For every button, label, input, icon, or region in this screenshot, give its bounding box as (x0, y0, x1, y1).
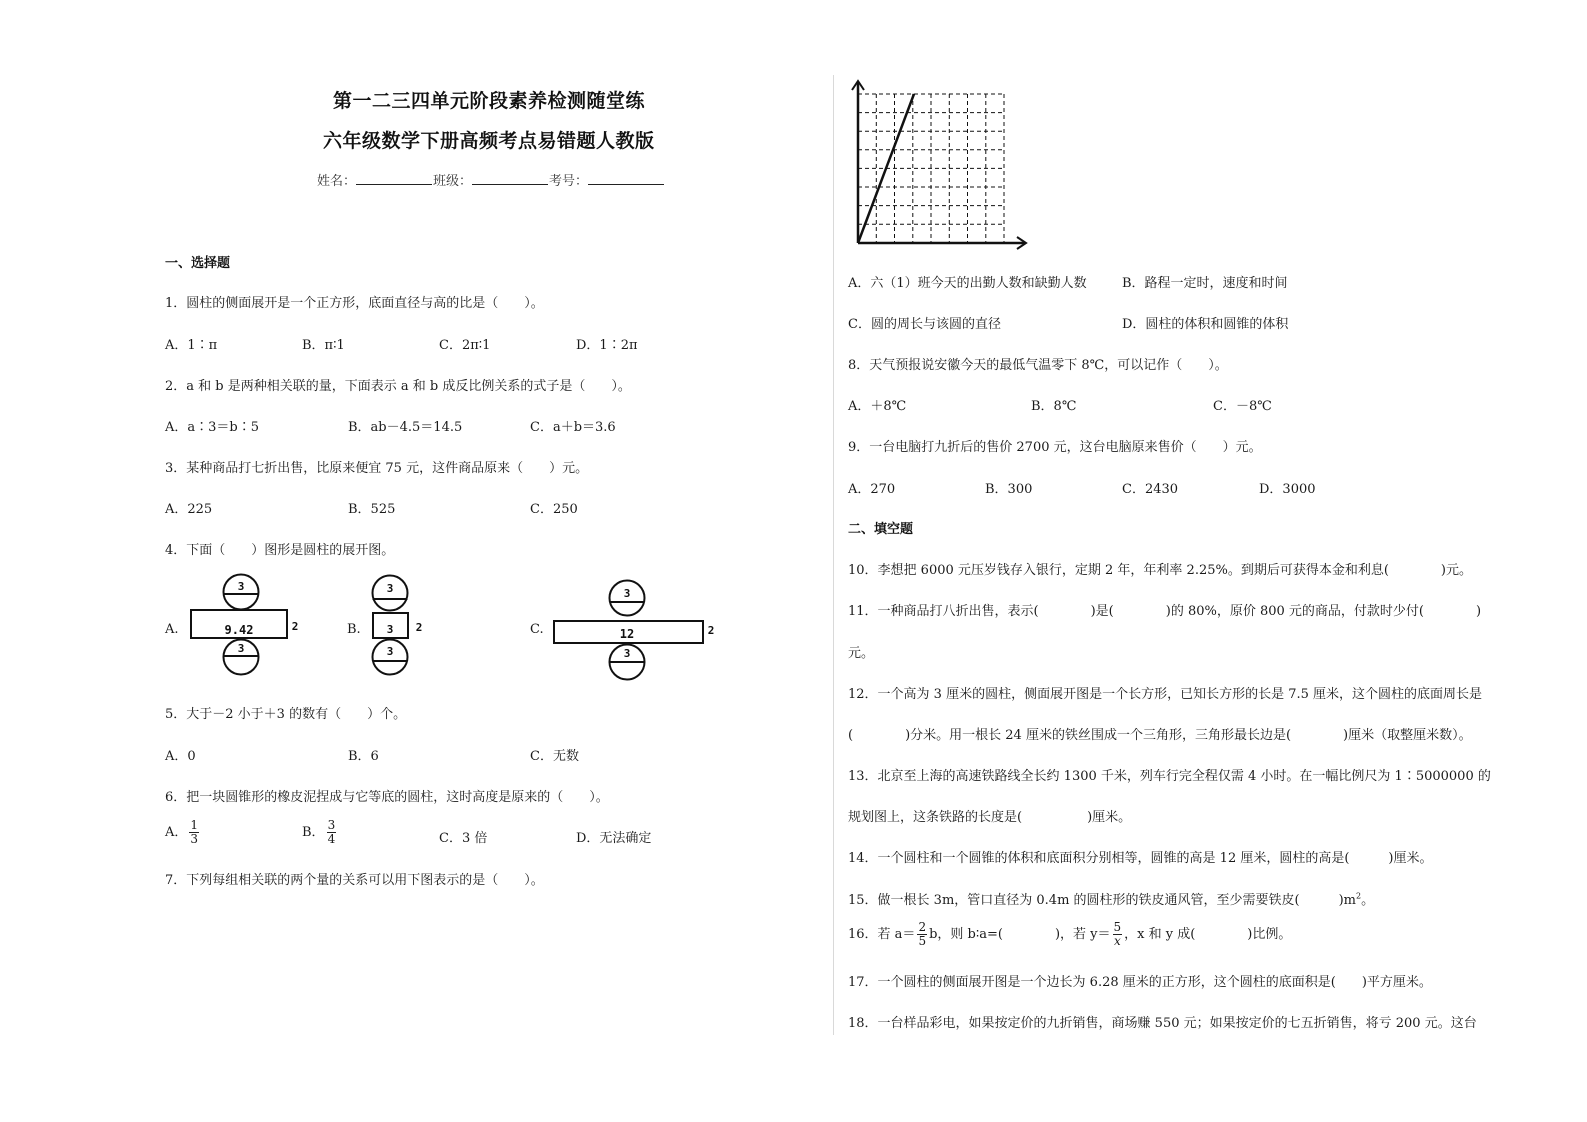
svg-text:3: 3 (386, 623, 394, 636)
q8-option-a[interactable]: A．＋8℃ (848, 399, 907, 414)
q7-option-d[interactable]: D．圆柱的体积和圆锥的体积 (1122, 317, 1289, 332)
id-label: 考号： (549, 174, 589, 189)
svg-text:3: 3 (623, 587, 631, 600)
name-label: 姓名： (317, 174, 357, 189)
svg-text:12: 12 (619, 627, 635, 641)
question-5: 5．大于－2 小于＋3 的数有（ ）个。 (165, 707, 407, 722)
question-6: 6．把一块圆锥形的橡皮泥捏成与它等底的圆柱，这时高度是原来的（ ）。 (165, 790, 609, 805)
column-divider (833, 75, 834, 1035)
q3-option-b[interactable]: B．525 (348, 502, 396, 517)
q15-end: 。 (1361, 893, 1375, 908)
q2-option-c[interactable]: C．a＋b＝3.6 (530, 420, 616, 435)
fraction-numerator: 3 (327, 818, 336, 832)
q2-option-a[interactable]: A．a∶3＝b∶5 (165, 420, 260, 435)
page-title: 第一二三四单元阶段素养检测随堂练 (333, 90, 646, 112)
svg-text:3: 3 (237, 580, 245, 593)
q5-option-b[interactable]: B．6 (348, 749, 379, 764)
q8-option-b[interactable]: B．8℃ (1031, 399, 1077, 414)
question-17: 17．一个圆柱的侧面展开图是一个边长为 6.28 厘米的正方形，这个圆柱的底面积是( )平方厘米。 (848, 975, 1432, 990)
question-2: 2．a 和 b 是两种相关联的量，下面表示 a 和 b 成反比例关系的式子是（ ）。 (165, 379, 631, 394)
page-subtitle: 六年级数学下册高频考点易错题人教版 (323, 130, 655, 152)
q9-option-a[interactable]: A．270 (848, 482, 896, 497)
q3-option-c[interactable]: C．250 (530, 502, 578, 517)
fraction-numerator: 5 (1113, 920, 1122, 934)
fraction-three-quarters (327, 819, 337, 846)
student-info-row (317, 170, 665, 189)
fraction-two-fifths (917, 921, 927, 948)
q16-part3: ，x 和 y 成( )比例。 (1124, 927, 1292, 942)
q7-proportion-graph (848, 76, 1033, 255)
q1-option-b[interactable]: B．π∶1 (302, 338, 345, 353)
question-12: 12．一个高为 3 厘米的圆柱，侧面展开图是一个长方形，已知长方形的长是 7.5 厘米，这个圆柱的底面周长是 (848, 687, 1483, 702)
q15-superscript: 2 (1356, 891, 1362, 901)
q1-option-d[interactable]: D．1∶2π (576, 338, 638, 353)
q6-option-c[interactable]: C．3 倍 (439, 831, 488, 846)
q8-option-c[interactable]: C．－8℃ (1213, 399, 1272, 414)
question-16 (848, 921, 1291, 948)
svg-text:2: 2 (415, 621, 423, 634)
question-10: 10．李想把 6000 元压岁钱存入银行，定期 2 年，年利率 2.25%。到期后可获得本金和利息( )元。 (848, 563, 1473, 578)
svg-text:3: 3 (386, 582, 394, 595)
q7-option-a[interactable]: A．六（1）班今天的出勤人数和缺勤人数 (848, 276, 1087, 291)
q4-option-c[interactable]: C. (530, 622, 544, 637)
q5-option-a[interactable]: A．0 (165, 749, 196, 764)
q16-part2: b，则 b∶a=( )，若 y＝ (929, 927, 1111, 942)
q2-option-b[interactable]: B．ab－4.5＝14.5 (348, 420, 463, 435)
question-9: 9．一台电脑打九折后的售价 2700 元，这台电脑原来售价（ ）元。 (848, 440, 1262, 455)
question-12-cont: ( )分米。用一根长 24 厘米的铁丝围成一个三角形，三角形最长边是( )厘米（取整厘米数）。 (848, 728, 1472, 743)
svg-text:9.42: 9.42 (224, 623, 254, 637)
q6-option-a[interactable] (165, 819, 201, 846)
q3-option-a[interactable]: A．225 (165, 502, 213, 517)
q6-option-b[interactable] (302, 819, 338, 846)
q1-option-a[interactable]: A．1∶π (165, 338, 218, 353)
q4-option-a[interactable]: A. (165, 622, 179, 637)
q16-part1: 16．若 a＝ (848, 927, 916, 942)
name-field[interactable] (356, 173, 432, 185)
svg-text:3: 3 (237, 642, 245, 655)
id-field[interactable] (588, 173, 664, 185)
question-7: 7．下列每组相关联的两个量的关系可以用下图表示的是（ ）。 (165, 873, 544, 888)
section-heading-fill-blank: 二、填空题 (848, 522, 914, 537)
cylinder-net-c (550, 576, 725, 692)
q7-option-c[interactable]: C．圆的周长与该圆的直径 (848, 317, 1001, 332)
cylinder-net-a (188, 572, 303, 688)
fraction-denominator: 3 (190, 832, 199, 846)
class-label: 班级： (433, 174, 473, 189)
q5-option-c[interactable]: C．无数 (530, 749, 579, 764)
cylinder-net-b (368, 573, 438, 689)
question-3: 3．某种商品打七折出售，比原来便宜 75 元，这件商品原来（ ）元。 (165, 461, 589, 476)
fraction-five-over-x (1113, 921, 1123, 948)
class-field[interactable] (472, 173, 548, 185)
question-11-cont: 元。 (848, 646, 875, 661)
svg-text:3: 3 (386, 645, 394, 658)
question-11: 11．一种商品打八折出售，表示( )是( )的 80%，原价 800 元的商品，付款时少付( ) (848, 604, 1482, 619)
question-4: 4．下面（ ）图形是圆柱的展开图。 (165, 543, 395, 558)
svg-text:2: 2 (291, 620, 299, 633)
fraction-denominator: x (1113, 934, 1121, 948)
fraction-numerator: 1 (190, 818, 199, 832)
question-1: 1．圆柱的侧面展开是一个正方形，底面直径与高的比是（ ）。 (165, 296, 544, 311)
q15-text: 15．做一根长 3m，管口直径为 0.4m 的圆柱形的铁皮通风管，至少需要铁皮( )m (848, 893, 1357, 908)
question-18: 18．一台样品彩电，如果按定价的九折销售，商场赚 550 元；如果按定价的七五折销售，将亏 200 元。这台 (848, 1016, 1477, 1031)
q1-option-c[interactable]: C．2π∶1 (439, 338, 491, 353)
fraction-denominator: 4 (327, 832, 336, 846)
q4-option-b[interactable]: B. (347, 622, 361, 637)
fraction-numerator: 2 (918, 920, 927, 934)
svg-text:3: 3 (623, 647, 631, 660)
svg-text:2: 2 (707, 624, 715, 637)
question-13-cont: 规划图上，这条铁路的长度是( )厘米。 (848, 810, 1132, 825)
question-13: 13．北京至上海的高速铁路线全长约 1300 千米，列车行完全程仅需 4 小时。在一幅比例尺为 1∶5000000 的 (848, 769, 1491, 784)
q6-option-b-label: B． (302, 825, 325, 840)
q7-option-b[interactable]: B．路程一定时，速度和时间 (1122, 276, 1288, 291)
question-14: 14．一个圆柱和一个圆锥的体积和底面积分别相等，圆锥的高是 12 厘米，圆柱的高是( )厘米。 (848, 851, 1433, 866)
q6-option-a-label: A． (165, 825, 188, 840)
q9-option-c[interactable]: C．2430 (1122, 482, 1179, 497)
fraction-one-third (189, 819, 199, 846)
question-8: 8．天气预报说安徽今天的最低气温零下 8℃，可以记作（ ）。 (848, 358, 1228, 373)
fraction-denominator: 5 (918, 934, 927, 948)
section-heading-choice: 一、选择题 (165, 256, 231, 271)
q9-option-b[interactable]: B．300 (985, 482, 1033, 497)
q6-option-d[interactable]: D．无法确定 (576, 831, 652, 846)
q9-option-d[interactable]: D．3000 (1259, 482, 1316, 497)
question-15 (848, 889, 1374, 908)
